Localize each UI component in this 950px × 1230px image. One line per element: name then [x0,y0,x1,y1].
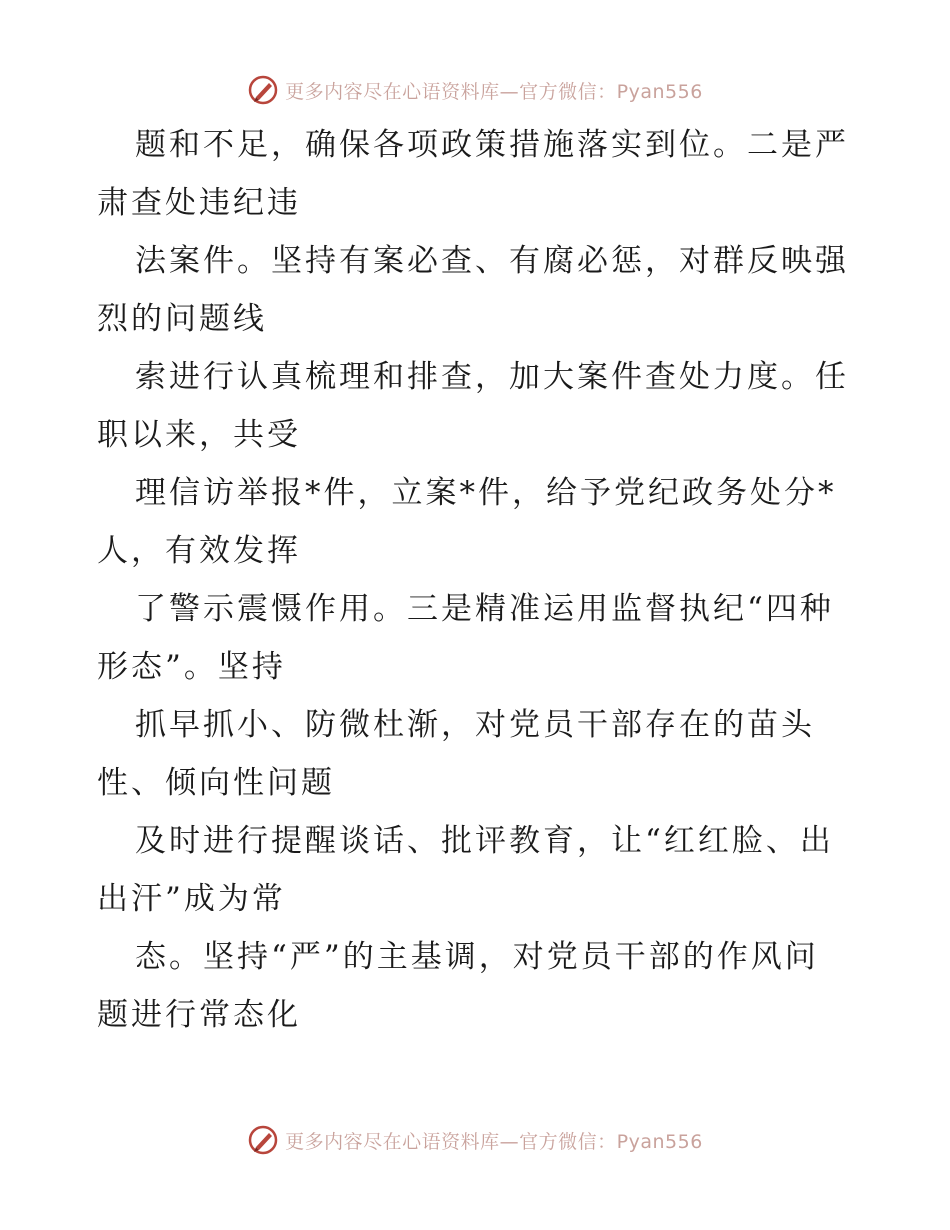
watermark-text: 更多内容尽在心语资料库—官方微信：Pyan556 [285,80,703,103]
paragraph-line: 题和不足，确保各项政策措施落实到位。二是严 [135,127,849,163]
paragraph-line: 性、倾向性问题 [97,765,335,801]
paragraph-line: 理信访举报*件，立案*件，给予党纪政务处分* [135,475,837,511]
paragraph-line: 态。坚持“严”的主基调，对党员干部的作风问 [135,939,819,975]
paragraph-line: 出汗”成为常 [97,881,286,917]
header-watermark [0,70,950,110]
pen-logo-icon [247,1124,279,1156]
paragraph-line: 索进行认真梳理和排查，加大案件查处力度。任 [135,359,849,395]
paragraph-line: 肃查处违纪违 [97,185,301,221]
pen-logo-icon [247,74,279,106]
document-body [97,116,857,1044]
paragraph-line: 烈的问题线 [97,301,267,337]
paragraph-line: 职以来，共受 [97,417,301,453]
paragraph-line: 抓早抓小、防微杜渐，对党员干部存在的苗头 [135,707,815,743]
watermark-text: 更多内容尽在心语资料库—官方微信：Pyan556 [285,1130,703,1153]
footer-watermark [0,1120,950,1160]
paragraph-line: 人，有效发挥 [97,533,301,569]
paragraph-line: 了警示震慑作用。三是精准运用监督执纪“四种 [135,591,834,627]
paragraph-line: 法案件。坚持有案必查、有腐必惩，对群反映强 [135,243,849,279]
paragraph-line: 及时进行提醒谈话、批评教育，让“红红脸、出 [135,823,834,859]
paragraph-line: 形态”。坚持 [97,649,286,685]
paragraph-line: 题进行常态化 [97,997,301,1033]
